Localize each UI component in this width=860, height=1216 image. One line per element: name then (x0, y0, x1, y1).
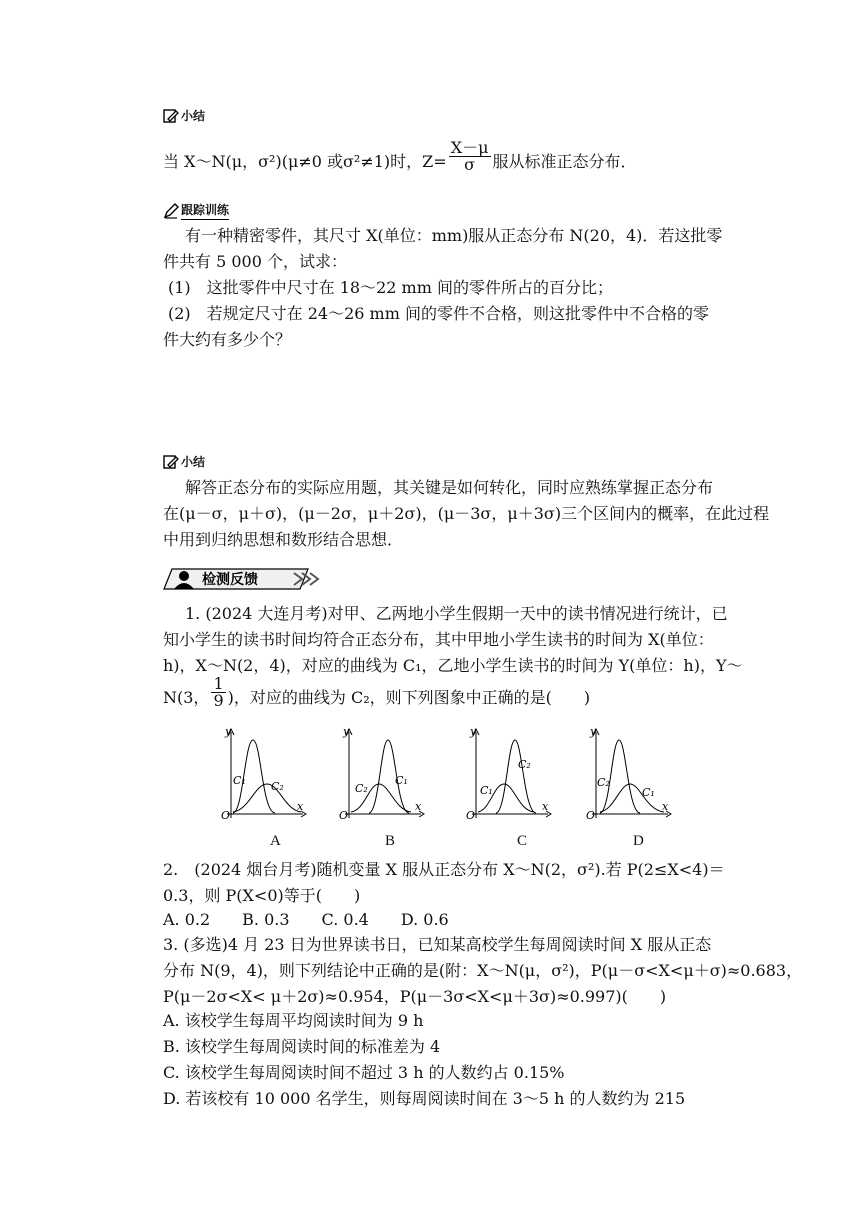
option-label-d: D (633, 833, 644, 849)
q1-line: 1. (2024 大连月考)对甲、乙两地小学生假期一天中的读书情况进行统计，已 (185, 604, 728, 623)
svg-text:C₁: C₁ (233, 774, 246, 787)
option-label-a: A (270, 833, 281, 849)
feedback-banner (162, 565, 322, 591)
svg-text:x: x (415, 800, 422, 813)
summary-heading-1: 小结 (163, 107, 205, 124)
practice-line: 件大约有多少个？ (163, 330, 292, 349)
svg-text:C₂: C₂ (597, 776, 610, 789)
svg-text:O: O (466, 809, 476, 821)
q3-line: P(μ－2σ<X< μ＋2σ)≈0.954，P(μ－3σ<X<μ＋3σ)≈0.997)( ) (163, 987, 667, 1006)
svg-text:y: y (343, 726, 350, 738)
summary-1-line: 当 X～N(μ，σ²)(μ≠0 或σ²≠1)时，Z= $\frac{X-\mu}{\sigma}$ 服从标准正态分布． (163, 138, 637, 174)
banner-label: 检测反馈 (202, 572, 258, 588)
pencil-icon (163, 203, 179, 219)
person-icon (179, 571, 189, 581)
svg-text:x: x (297, 800, 304, 813)
svg-text:C₁: C₁ (395, 774, 408, 787)
practice-line: (2) 若规定尺寸在 24～26 mm 间的零件不合格，则这批零件中不合格的零 (168, 304, 709, 323)
svg-text:C₁: C₁ (642, 786, 655, 799)
summary-heading-2: 小结 (163, 453, 205, 470)
svg-text:O: O (586, 809, 596, 821)
option-label-b: B (385, 833, 396, 849)
svg-text:x: x (542, 800, 549, 813)
graph-option-d (580, 726, 675, 821)
summary-2-line: 中用到归纳思想和数形结合思想． (163, 530, 404, 549)
svg-text:x: x (662, 800, 669, 813)
svg-text:C₁: C₁ (480, 784, 493, 797)
q3-option-b: B. 该校学生每周阅读时间的标准差为 4 (163, 1037, 441, 1056)
practice-line: 有一种精密零件，其尺寸 X(单位：mm)服从正态分布 N(20，4)．若这批零 (185, 226, 723, 245)
graph-option-b (333, 726, 428, 821)
graph-option-c (460, 726, 555, 821)
q3-option-c: C. 该校学生每周阅读时间不超过 3 h 的人数约占 0.15% (163, 1063, 565, 1082)
summary-2-line: 在(μ－σ，μ＋σ)，(μ－2σ，μ＋2σ)，(μ－3σ，μ＋3σ)三个区间内的概率，在此过程 (163, 504, 770, 523)
option-label-c: C (517, 833, 528, 849)
summary-2-line: 解答正态分布的实际应用题，其关键是如何转化，同时应熟练掌握正态分布 (185, 478, 714, 497)
svg-text:O: O (221, 809, 231, 821)
svg-text:y: y (470, 726, 477, 738)
practice-line: (1) 这批零件中尺寸在 18～22 mm 间的零件所占的百分比； (168, 278, 613, 297)
q2-options: A. 0.2 B. 0.3 C. 0.4 D. 0.6 (163, 910, 449, 929)
ninth-fraction: $\frac{1}{9}$ (213, 674, 224, 710)
q3-line: 分布 N(9，4)，则下列结论中正确的是(附：X～N(μ，σ²)，P(μ－σ<X<μ＋σ)≈0.683， (163, 961, 803, 980)
q3-option-d: D. 若该校有 10 000 名学生，则每周阅读时间在 3～5 h 的人数约为 215 (163, 1089, 686, 1108)
svg-text:C₂: C₂ (271, 780, 284, 793)
pencil-note-icon (163, 108, 179, 124)
svg-text:y: y (225, 726, 232, 738)
svg-text:C₂: C₂ (355, 782, 368, 795)
q1-line: N(3， $\frac{1}{9}$ )，对应的曲线为 C₂，则下列图象中正确的是( ) (163, 674, 591, 710)
q2-line: 0.3，则 P(X<0)等于( ) (163, 886, 361, 905)
svg-text:O: O (339, 809, 349, 821)
q1-line: 知小学生的读书时间均符合正态分布，其中甲地小学生读书的时间为 X(单位： (163, 630, 714, 649)
graph-option-a (215, 726, 310, 821)
svg-text:y: y (590, 726, 597, 738)
practice-heading: 跟踪训练 (163, 201, 229, 220)
q3-line: 3. (多选)4 月 23 日为世界读书日，已知某高校学生每周阅读时间 X 服从正态 (163, 935, 712, 954)
q3-option-a: A. 该校学生每周平均阅读时间为 9 h (163, 1011, 424, 1030)
svg-text:C₂: C₂ (518, 758, 531, 771)
q1-line: h)，X～N(2，4)，对应的曲线为 C₁，乙地小学生读书的时间为 Y(单位：h)，Y～ (163, 656, 743, 675)
pencil-note-icon (163, 454, 179, 470)
q2-line: 2. (2024 烟台月考)随机变量 X 服从正态分布 X～N(2，σ²).若 P(2≤X<4)＝ (163, 860, 725, 879)
z-fraction: $\frac{X-\mu}{\sigma}$ (450, 138, 489, 174)
practice-line: 件共有 5 000 个，试求： (163, 252, 347, 271)
